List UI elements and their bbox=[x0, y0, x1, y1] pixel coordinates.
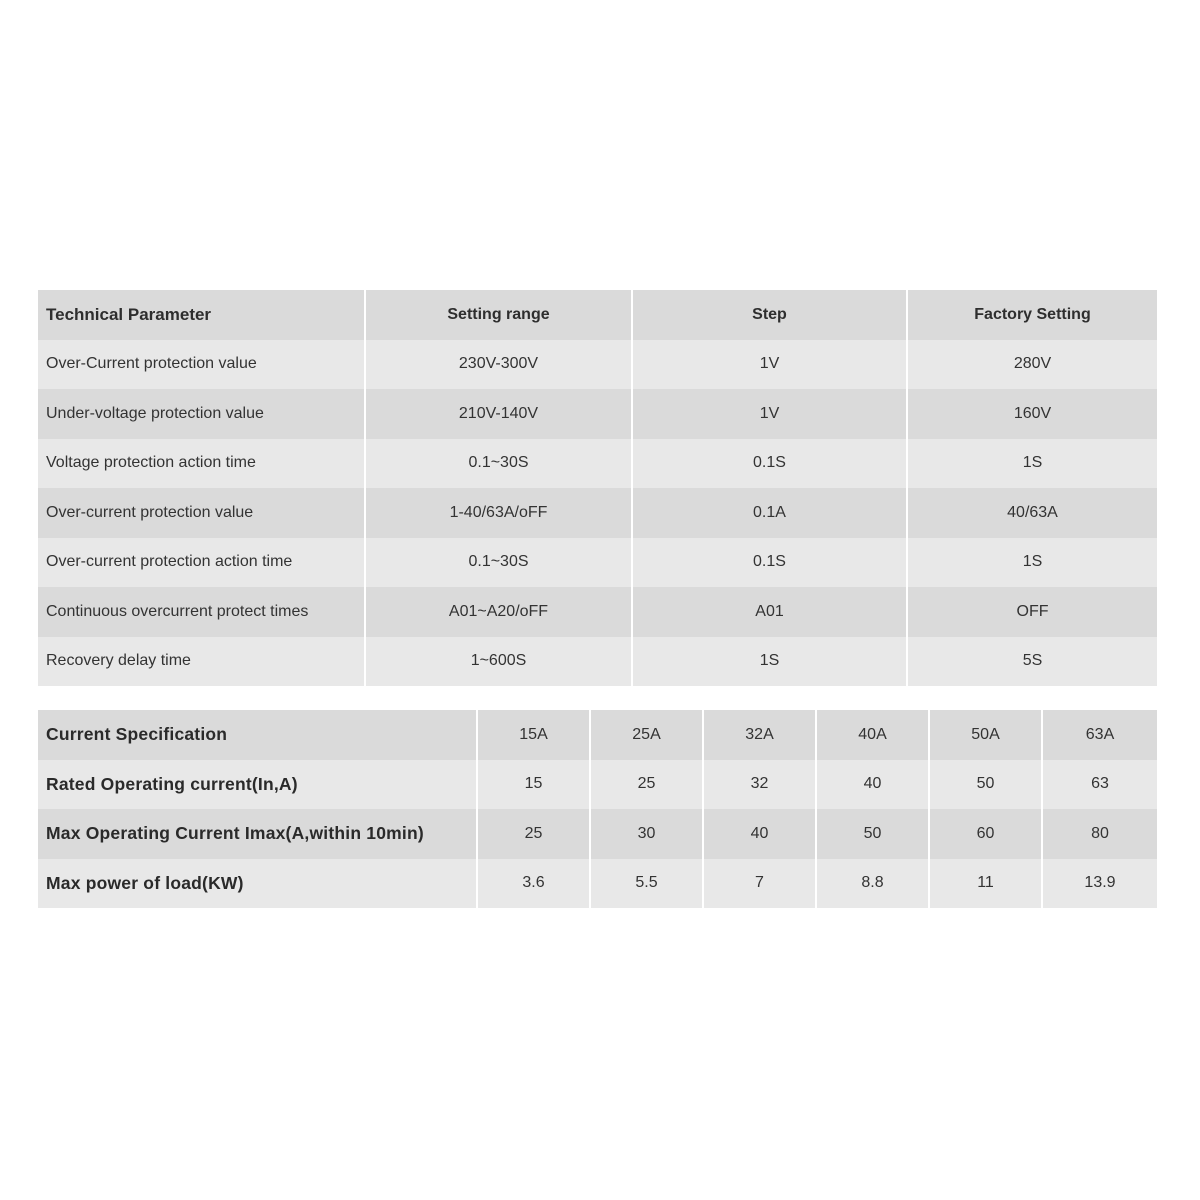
column-header: Factory Setting bbox=[907, 290, 1157, 340]
row-label: Max power of load(KW) bbox=[38, 859, 477, 909]
row-label: Voltage protection action time bbox=[38, 439, 365, 489]
table-cell: 40 bbox=[703, 809, 816, 859]
row-label: Under-voltage protection value bbox=[38, 389, 365, 439]
table-row bbox=[38, 587, 1157, 637]
table-cell: 25 bbox=[477, 809, 590, 859]
table-header-row bbox=[38, 290, 1157, 340]
table-cell: 60 bbox=[929, 809, 1042, 859]
table-cell: 7 bbox=[703, 859, 816, 909]
table-cell: 5.5 bbox=[590, 859, 703, 909]
table-cell: 0.1~30S bbox=[365, 439, 632, 489]
table-cell: 32 bbox=[703, 760, 816, 810]
column-header: 50A bbox=[929, 710, 1042, 760]
table-cell: 160V bbox=[907, 389, 1157, 439]
column-header: 63A bbox=[1042, 710, 1157, 760]
table-cell: 1~600S bbox=[365, 637, 632, 687]
table-cell: 3.6 bbox=[477, 859, 590, 909]
table-row bbox=[38, 637, 1157, 687]
table-cell: 1-40/63A/oFF bbox=[365, 488, 632, 538]
row-label: Continuous overcurrent protect times bbox=[38, 587, 365, 637]
table-cell: 50 bbox=[816, 809, 929, 859]
column-header: 15A bbox=[477, 710, 590, 760]
table-cell: 0.1S bbox=[632, 439, 907, 489]
column-header: 32A bbox=[703, 710, 816, 760]
column-header: 40A bbox=[816, 710, 929, 760]
table-row bbox=[38, 389, 1157, 439]
row-label: Over-Current protection value bbox=[38, 340, 365, 390]
current-specification-table bbox=[38, 710, 1157, 908]
table-cell: 63 bbox=[1042, 760, 1157, 810]
table-cell: 280V bbox=[907, 340, 1157, 390]
table-cell: 80 bbox=[1042, 809, 1157, 859]
table-cell: 30 bbox=[590, 809, 703, 859]
column-header: Step bbox=[632, 290, 907, 340]
table-row bbox=[38, 538, 1157, 588]
table-row bbox=[38, 488, 1157, 538]
table-cell: 40/63A bbox=[907, 488, 1157, 538]
table-cell: 0.1A bbox=[632, 488, 907, 538]
table-cell: 11 bbox=[929, 859, 1042, 909]
table-cell: 13.9 bbox=[1042, 859, 1157, 909]
row-label: Over-current protection action time bbox=[38, 538, 365, 588]
column-header: Technical Parameter bbox=[38, 290, 365, 340]
row-label: Max Operating Current Imax(A,within 10min) bbox=[38, 809, 477, 859]
table-cell: 230V-300V bbox=[365, 340, 632, 390]
table-cell: 1S bbox=[907, 439, 1157, 489]
table-cell: 40 bbox=[816, 760, 929, 810]
table-cell: 1V bbox=[632, 389, 907, 439]
table-cell: 15 bbox=[477, 760, 590, 810]
row-label: Over-current protection value bbox=[38, 488, 365, 538]
table-cell: 0.1S bbox=[632, 538, 907, 588]
technical-parameter-table bbox=[38, 290, 1157, 686]
table-cell: 1S bbox=[907, 538, 1157, 588]
table-cell: 1V bbox=[632, 340, 907, 390]
table-cell: 5S bbox=[907, 637, 1157, 687]
table-cell: 25 bbox=[590, 760, 703, 810]
column-header: 25A bbox=[590, 710, 703, 760]
table-row bbox=[38, 340, 1157, 390]
table-cell: 1S bbox=[632, 637, 907, 687]
table-cell: A01 bbox=[632, 587, 907, 637]
table-row bbox=[38, 859, 1157, 909]
table-cell: 0.1~30S bbox=[365, 538, 632, 588]
table-row bbox=[38, 760, 1157, 810]
table-header-row bbox=[38, 710, 1157, 760]
table-cell: 50 bbox=[929, 760, 1042, 810]
table-row bbox=[38, 439, 1157, 489]
column-header: Setting range bbox=[365, 290, 632, 340]
column-header: Current Specification bbox=[38, 710, 477, 760]
table-row bbox=[38, 809, 1157, 859]
table-cell: 210V-140V bbox=[365, 389, 632, 439]
table-cell: A01~A20/oFF bbox=[365, 587, 632, 637]
row-label: Rated Operating current(In,A) bbox=[38, 760, 477, 810]
table-cell: 8.8 bbox=[816, 859, 929, 909]
row-label: Recovery delay time bbox=[38, 637, 365, 687]
table-cell: OFF bbox=[907, 587, 1157, 637]
